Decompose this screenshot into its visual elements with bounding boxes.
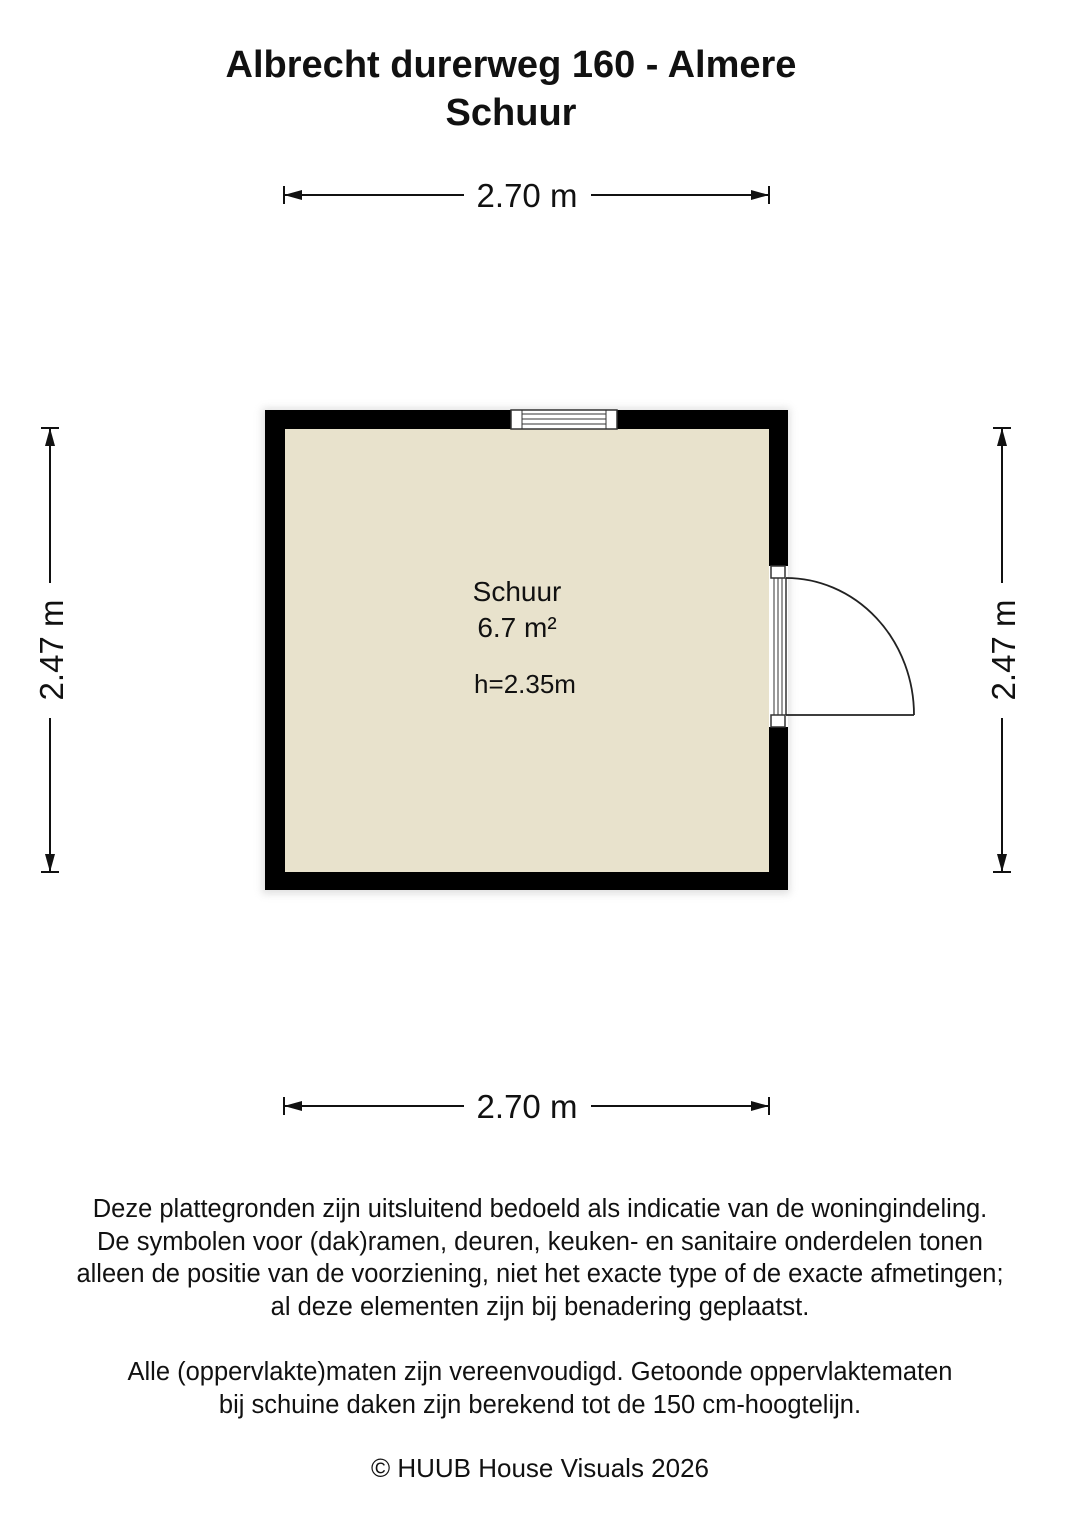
dimension-top: [284, 177, 769, 214]
disclaimer-line: Deze plattegronden zijn uitsluitend bedoeld als indicatie van de woningindeling.: [92, 1195, 988, 1223]
dimension-left-label: 2.47 m: [33, 599, 70, 701]
dimension-bottom: [284, 1088, 769, 1125]
dimension-right-label: 2.47 m: [985, 599, 1022, 701]
arrow-right-icon: [751, 1101, 769, 1111]
disclaimer-line: al deze elementen zijn bij benadering geplaatst.: [270, 1292, 810, 1321]
dimension-top-label: 2.70 m: [476, 177, 578, 214]
disclaimer-line: alleen de positie van de voorziening, niet het exacte type of de exacte afmetingen;: [76, 1260, 1004, 1288]
arrow-left-icon: [284, 1101, 302, 1111]
room-schuur: [262, 408, 914, 894]
plan-title-floor: Schuur: [445, 92, 577, 134]
plan-title-address: Albrecht durerweg 160 - Almere: [225, 44, 797, 86]
arrow-up-icon: [997, 428, 1007, 446]
disclaimer-line: bij schuine daken zijn berekend tot de 150 cm-hoogtelijn.: [218, 1390, 862, 1419]
room-floor: [285, 429, 769, 872]
dimension-bottom-label: 2.70 m: [476, 1088, 578, 1125]
arrow-left-icon: [284, 190, 302, 200]
dimension-left: [33, 428, 70, 872]
disclaimer-line: De symbolen voor (dak)ramen, deuren, keuken- en sanitaire onderdelen tonen: [97, 1227, 983, 1256]
room-height: h=2.35m: [474, 669, 576, 699]
door-swing-arc: [786, 578, 914, 715]
room-area: 6.7 m²: [477, 612, 557, 643]
disclaimer-paragraph-1: [0, 1193, 1080, 1323]
window: [511, 410, 617, 429]
copyright: © HUUB House Visuals 2026: [370, 1453, 710, 1483]
arrow-right-icon: [751, 190, 769, 200]
room-name: Schuur: [472, 576, 562, 607]
door: [769, 566, 914, 727]
arrow-down-icon: [45, 854, 55, 872]
arrow-down-icon: [997, 854, 1007, 872]
dimension-right: [985, 428, 1022, 872]
arrow-up-icon: [45, 428, 55, 446]
disclaimer-paragraph-2: [0, 1356, 1080, 1421]
disclaimer-line: Alle (oppervlakte)maten zijn vereenvoudigd. Getoonde oppervlaktematen: [127, 1358, 953, 1386]
